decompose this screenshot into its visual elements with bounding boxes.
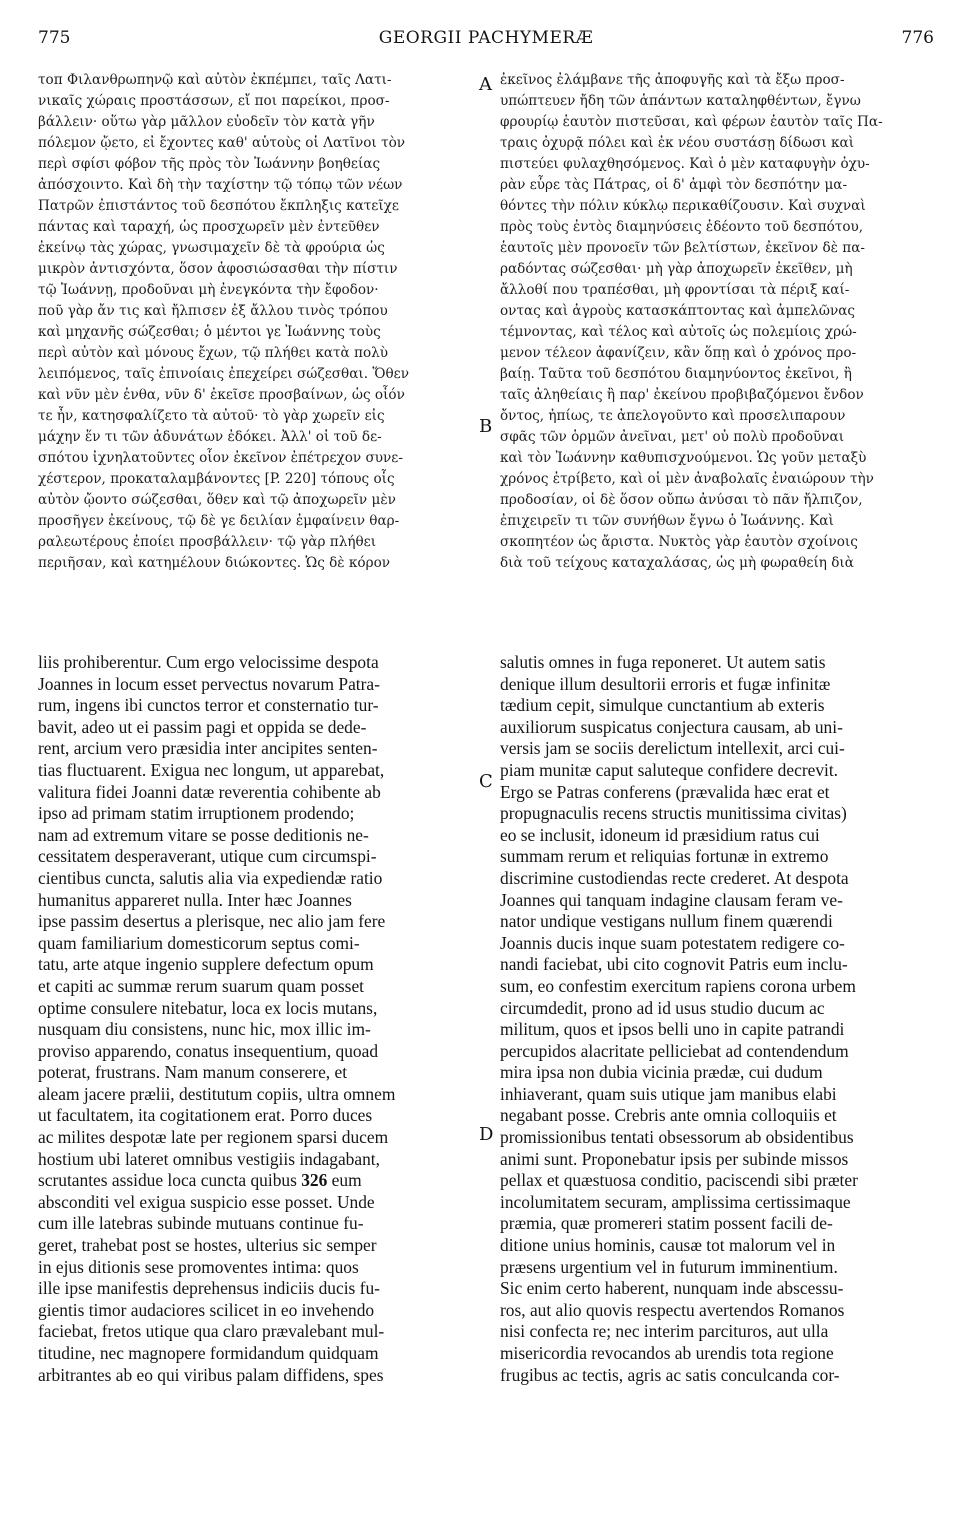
latin-text-line: summam rerum et reliquias fortunæ in extremo xyxy=(500,846,829,867)
latin-text-line: versis jam se sociis derelictum intellexit, arci cui- xyxy=(500,738,845,759)
greek-text-line: ἑαυτοῖς μὲν προνοεῖν τῶν βελτίστων, ἐκεῖνον δὲ πα- xyxy=(500,240,865,256)
greek-text-line: υπώπτευεν ἤδη τῶν ἁπάντων καταληφθέντων, ἔγνω xyxy=(500,93,861,109)
greek-text-line: ἐκείνῳ τὰς χώρας, γνωσιμαχεῖν δὲ τὰ φρούρια ὡς xyxy=(38,240,385,256)
greek-text-line: βαίῃ. Ταῦτα τοῦ δεσπότου διαμηνύοντος ἐκεῖνοι, ἢ xyxy=(500,366,852,382)
latin-text-line: ipso ad primam statim irruptionem prodendo; xyxy=(38,803,355,824)
margin-letter-b: B xyxy=(479,416,493,437)
greek-text-line: οντας καὶ ἀγροὺς κατασκάπτοντας καὶ ἀμπελῶνας xyxy=(500,303,856,319)
greek-text-line: χρόνος ἐτρίβετο, καὶ οἱ μὲν ἀναβολαῖς ἐναιώρουν τὴν xyxy=(500,471,874,487)
latin-text-line: rum, ingens ibi cunctos terror et consternatio tur- xyxy=(38,695,379,716)
greek-text-line: σκοπητέον ὡς ἄριστα. Νυκτὸς γὰρ ἑαυτὸν σχοίνοις xyxy=(500,534,858,550)
greek-text-line: ραδόντας σώζεσθαι· μὴ γὰρ ἀποχωρεῖν ἐκεῖθεν, μὴ xyxy=(500,261,853,277)
latin-text-line: promissionibus tentati obsessorum ab obsidentibus xyxy=(500,1127,854,1148)
greek-text-line: πρὸς τοὺς ἐντὸς διαμηνύσεις ἐδέοντο τοῦ δεσπότου, xyxy=(500,219,864,235)
latin-text-line: ut facultatem, ita cogitationem erat. Porro duces xyxy=(38,1105,373,1126)
greek-text-line: προδοσίαν, οἱ δὲ ὅσον οὔπω ἀνύσαι τὸ πᾶν ἤλπιζον, xyxy=(500,492,863,508)
latin-text-line: et capiti ac summæ rerum suarum quam posset xyxy=(38,975,364,996)
latin-text-line: denique illum desultorii erroris et fugæ infinitæ xyxy=(500,673,831,694)
latin-text-line: incolumitatem securam, amplissima certissimaque xyxy=(500,1191,851,1212)
latin-text-line: circumdedit, prono ad id usus studio ducum ac xyxy=(500,997,825,1018)
greek-text-line: ἄλλοθί που τραπέσθαι, μὴ φροντίσαι τὰ πέριξ καί- xyxy=(500,282,850,298)
latin-text-line: animi sunt. Proponebatur ipsis per subinde missos xyxy=(500,1148,849,1169)
greek-text-line: σφᾶς τῶν ὁρμῶν ἀνεῖναι, μετ' οὐ πολὺ προδοῦναι xyxy=(500,429,845,445)
greek-text-line: φρουρίῳ ἑαυτὸν πιστεῦσαι, καὶ φέρων ἑαυτὸν ταῖς Πα- xyxy=(500,114,883,130)
latin-text-line: eo se inclusit, idoneum id præsidium ratus cui xyxy=(500,824,820,845)
greek-text-line: Πατρῶν ἐπιστάντος τοῦ δεσπότου ἔκπληξις κατεῖχε xyxy=(38,198,399,214)
latin-text-line: percupidos alacritate pelliciebat ad contendendum xyxy=(500,1040,849,1061)
greek-text-line: θόντες τὴν πόλιν κύκλῳ περικαθίζουσιν. Καὶ συχναὶ xyxy=(500,198,866,214)
greek-text-left-column xyxy=(38,70,472,574)
left-page-number: 775 xyxy=(38,28,71,48)
latin-text-line: nusquam diu consistens, nunc hic, mox illic im- xyxy=(38,1019,371,1040)
latin-text-line: tias fluctuarent. Exigua nec longum, ut apparebat, xyxy=(38,759,385,780)
latin-text-line: Sic enim certo haberent, nunquam inde abscessu- xyxy=(500,1278,844,1299)
greek-text-line: χέστερον, προκαταλαμβάνοντες [P. 220] τόπους οἷς xyxy=(38,471,395,487)
latin-text-line: præmia, quæ promereri statim possent facili de- xyxy=(500,1213,833,1234)
greek-text-line: καὶ νῦν μὲν ἐνθα, νῦν δ' ἐκεῖσε προσβαίνων, ὡς οἷόν xyxy=(38,387,405,403)
greek-text-line: μικρὸν ἀντισχόντα, ὅσον ἀφοσιώσασθαι τὴν πίστιν xyxy=(38,261,398,277)
latin-text-line: misericordia revocandos ab urendis tota regione xyxy=(500,1343,834,1363)
running-title: GEORGII PACHYMERÆ xyxy=(378,28,594,48)
latin-text-line: optime consulere nitebatur, loca ex locis mutans, xyxy=(38,997,378,1018)
greek-text-line: τῷ Ἰωάννῃ, προδοῦναι μὴ ἐνεγκόντα τὴν ἔφοδον· xyxy=(38,282,379,298)
greek-text-line: τε ἦν, κατησφαλίζετο τὰ αὐτοῦ· τὸ γὰρ χωρεῖν εἰς xyxy=(38,408,385,424)
greek-text-line: περὶ σφίσι φόβον τῆς πρὸς τὸν Ἰωάννην βοηθείας xyxy=(38,156,381,172)
latin-text-line: nandi faciebat, ubi cito cognovit Patris eum inclu- xyxy=(500,954,848,975)
latin-text-line: tædium cepit, simulque cunctantium ab exteris xyxy=(500,695,825,716)
latin-text-line: cum ille latebras subinde mutuans continue fu- xyxy=(38,1213,364,1234)
latin-text-line: piam munitæ caput saluteque confidere decrevit. xyxy=(500,759,839,780)
greek-text-line: πιστεύει φυλαχθησόμενος. Καὶ ὁ μὲν καταφυγὴν ὀχυ- xyxy=(500,156,870,172)
latin-text-line: sum, eo confestim exercitum rapiens corona urbem xyxy=(500,975,856,996)
latin-text-line: aleam jacere prælii, destitutum copiis, ultra omnem xyxy=(38,1083,396,1104)
latin-text-line: cessitatem desperaverant, utique cum circumspi- xyxy=(38,846,377,867)
latin-text-line: rent, arcium vero præsidia inter ancipites senten- xyxy=(38,738,378,759)
greek-text-line: αὐτὸν ᾤοντο σώζεσθαι, ὅθεν καὶ τῷ ἀποχωρεῖν μὲν xyxy=(38,492,396,508)
greek-text-line: τέμνοντας, καὶ τέλος καὶ αὐτοῖς ὡς πολεμίοις χρώ- xyxy=(500,324,857,340)
latin-text-right-column xyxy=(500,652,934,1386)
greek-text-line: μάχην ἕν τι τῶν ἀδυνάτων ἐδόκει. Ἀλλ' οἱ τοῦ δε- xyxy=(38,429,382,445)
latin-text-line: Joannes in locum esset pervectus novarum Patra- xyxy=(38,673,380,694)
latin-text-line: valitura fidei Joanni datæ reverentia cohibente ab xyxy=(38,781,381,802)
latin-text-line: ille ipse manifestis deprehensus indiciis ducis fu- xyxy=(38,1278,380,1299)
greek-text-line: πόλεμον ᾤετο, εἰ ἔχοντες καθ' αὑτοὺς οἱ Λατῖνοι τὸν xyxy=(38,135,406,151)
latin-text-line: auxiliorum suspicatus conjectura causam, ab uni- xyxy=(500,716,843,737)
latin-text-line: mira ipsa non dubia vicinia prædæ, cui dudum xyxy=(500,1062,823,1083)
latin-text-line: nator undique vestigans nullum finem quærendi xyxy=(500,911,833,932)
greek-text-line: ὄντος, ἠπίως, τε ἀπελογοῦντο καὶ προσελιπαρουν xyxy=(500,408,846,424)
greek-text-line: λειπόμενος, ταῖς ἐπινοίαις ἐπεχείρει σώζεσθαι. Ὅθεν xyxy=(38,366,409,382)
latin-text-line: liis prohiberentur. Cum ergo velocissime despota xyxy=(38,652,379,672)
greek-text-line: ποῦ γὰρ ἄν τις καὶ ἤλπισεν ἐξ ἄλλου τινὸς τρόπου xyxy=(38,303,388,319)
greek-text-line: ἀπόσχοιντο. Καὶ δὴ τὴν ταχίστην τῷ τόπῳ τῶν νέων xyxy=(38,177,403,193)
latin-text-left-column xyxy=(38,652,472,1386)
section-number: 326 xyxy=(301,1170,328,1191)
latin-text-line: negabant posse. Crebris ante omnia colloquiis et xyxy=(500,1105,837,1126)
latin-text-line: faciebat, fretos utique qua claro prævalebant mul- xyxy=(38,1321,385,1342)
latin-text-line: nam ad extremum vitare se posse deditionis ne- xyxy=(38,824,369,845)
greek-text-line: καὶ μηχανῆς σώζεσθαι; ὁ μέντοι γε Ἰωάννης τοὺς xyxy=(38,324,381,340)
latin-text-line: ipse passim desertus a plerisque, nec alio jam fere xyxy=(38,911,386,932)
greek-text-line: μενον τέλεον ἀφανίζειν, κἂν ὅπῃ καὶ ὁ χρόνος προ- xyxy=(500,345,857,361)
latin-text-line: ditione unius hominis, causæ tot malorum vel in xyxy=(500,1235,836,1256)
latin-text-line: frugibus ac tectis, agris ac satis conculcanda cor- xyxy=(500,1364,840,1385)
greek-text-line: ταῖς ἀληθείαις ἢ παρ' ἐκείνου προβιβαζόμενοι ἔνδον xyxy=(500,387,864,403)
greek-text-line: τραις ὀχυρᾷ πόλει καὶ ἐκ νέου συστάσῃ δίδωσι καὶ xyxy=(500,135,855,151)
greek-text-line: τοπ Φιλανθρωπηνῷ καὶ αὐτὸν ἐκπέμπει, ταῖς Λατι- xyxy=(38,72,392,88)
latin-text-line: Ergo se Patras conferens (prævalida hæc erat et xyxy=(500,781,830,802)
greek-text-line: νικαῖς χώραις προστάσσων, εἴ ποι παρείκοι, προσ- xyxy=(38,93,390,109)
latin-text-line: nisi confecta re; nec interim parcituros, aut ulla xyxy=(500,1321,829,1342)
greek-text-line: διὰ τοῦ τείχους καταχαλάσας, ὡς μὴ φωραθείη διὰ xyxy=(500,555,854,571)
latin-text-line: gientis timor audaciores scilicet in eo invehendo xyxy=(38,1299,375,1320)
latin-text-line: quam familiarium domesticorum septus comi- xyxy=(38,932,360,953)
greek-text-line: καὶ τὸν Ἰωάννην καθυπισχνούμενοι. Ὡς γοῦν μεταξὺ xyxy=(500,450,867,466)
latin-text-line: poterat, frustrans. Nam manum conserere, et xyxy=(38,1062,348,1083)
latin-text-line: titudine, nec magnopere formidandum quidquam xyxy=(38,1343,379,1363)
greek-text-right-column xyxy=(500,70,934,574)
latin-text-line: scrutantes assidue loca cuncta quibus 326 eum xyxy=(38,1170,362,1191)
latin-text-line: propugnaculis recens structis munitissima civitas) xyxy=(500,803,847,824)
latin-text-line: tatu, arte atque ingenio supplere defectum opum xyxy=(38,954,374,975)
latin-text-line: pellax et quæstuosa conditio, paciscendi sibi præter xyxy=(500,1170,858,1191)
latin-text-line: ac milites despotæ late per regionem sparsi ducem xyxy=(38,1127,389,1148)
margin-letter-c: C xyxy=(479,771,493,792)
greek-text-line: σπότου ἰχνηλατοῦντες οἷον ἐκεῖνον ἐπέτρεχον συνε- xyxy=(38,450,403,466)
greek-text-line: ρὰν εὗρε τὰς Πάτρας, οἱ δ' ἀμφὶ τὸν δεσπότην μα- xyxy=(500,177,848,193)
latin-text-line: inhiaverant, quam suis utique jam manibus elabi xyxy=(500,1083,837,1104)
latin-text-line: Joannis ducis inque suam potestatem redigere co- xyxy=(500,932,845,953)
greek-text-line: πάντας καὶ ταραχή, ὡς προσχωρεῖν μὲν ἐντεῦθεν xyxy=(38,219,380,235)
greek-text-line: προσῆγεν ἐκείνους, τῷ δὲ γε δειλίαν ἐμφαίνειν θαρ- xyxy=(38,513,400,529)
latin-text-line: hostium ubi lateret omnibus vestigiis indagabant, xyxy=(38,1148,380,1169)
latin-text-line: discrimine custodiendas recte crederet. At despota xyxy=(500,867,849,888)
latin-text-fragment: eum xyxy=(327,1170,362,1191)
greek-text-line: ραλεωτέρους ἐποίει προσβάλλειν· τῷ γὰρ πλήθει xyxy=(38,534,377,550)
latin-text-line: cientibus cuncta, salutis alia via expediendæ ratio xyxy=(38,867,383,888)
latin-text-line: humanitus appareret nulla. Inter hæc Joannes xyxy=(38,889,352,910)
latin-text-line: proviso apparendo, conatus insequentium, quoad xyxy=(38,1040,379,1061)
latin-text-line: ros, aut alio quovis respectu avertendos Romanos xyxy=(500,1299,845,1320)
latin-text-line: geret, trahebat post se hostes, ulterius sic semper xyxy=(38,1235,377,1256)
greek-text-line: περιῆσαν, καὶ κατημέλουν διώκοντες. Ὡς δὲ κόρον xyxy=(38,555,391,571)
running-header xyxy=(38,28,934,58)
greek-text-line: ἐκεῖνος ἐλάμβανε τῆς ἀποφυγῆς καὶ τὰ ἔξω προσ- xyxy=(500,72,845,88)
latin-text-line: præsens urgentium vel in futurum imminentium. xyxy=(500,1256,838,1277)
right-page-number: 776 xyxy=(901,28,934,48)
latin-text-line: salutis omnes in fuga reponeret. Ut autem satis xyxy=(500,652,826,672)
latin-text-line: bavit, adeo ut ei passim pagi et oppida se dede- xyxy=(38,716,367,737)
greek-text-line: βάλλειν· οὕτω γὰρ μᾶλλον εὐοδεῖν τὸν κατὰ γῆν xyxy=(38,114,375,130)
latin-text-line: Joannes qui tanquam indagine clausam feram ve- xyxy=(500,889,843,910)
greek-text-line: περὶ αὐτὸν καὶ μόνους ἔχων, τῷ πλήθει κατὰ πολὺ xyxy=(38,345,389,361)
margin-letter-a: A xyxy=(479,74,492,95)
latin-text-line: in ejus ditionis sese promoventes intima: quos xyxy=(38,1256,359,1277)
latin-text-line: militum, quos et ipsos belli uno in capite patrandi xyxy=(500,1019,845,1040)
greek-text-line: ἐπιχειρεῖν τι τῶν συνήθων ἔγνω ὁ Ἰωάννης. Καὶ xyxy=(500,513,834,529)
latin-text-line: absconditi vel exigua suspicio esse posset. Unde xyxy=(38,1191,375,1212)
latin-text-line: arbitrantes ab eo qui viribus palam diffidens, spes xyxy=(38,1364,384,1385)
margin-letter-d: D xyxy=(479,1124,494,1145)
